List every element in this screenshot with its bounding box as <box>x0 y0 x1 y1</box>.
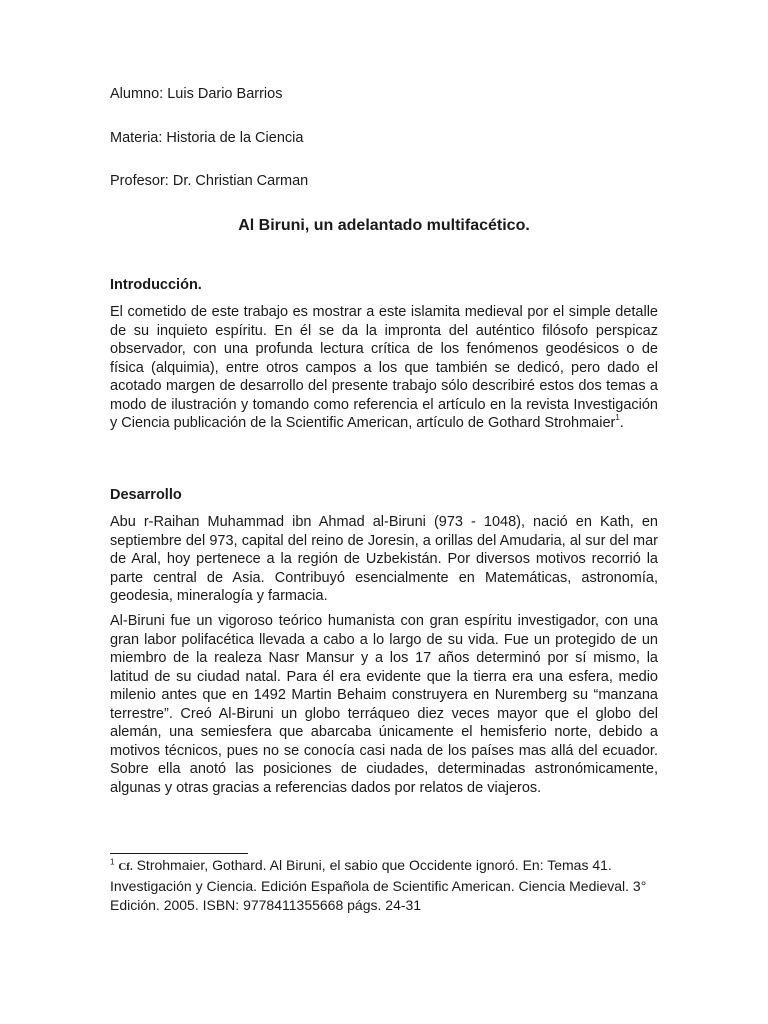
desarrollo-paragraph-2: Al-Biruni fue un vigoroso teórico humanista con gran espíritu investigador, con una gran labor polifacética llevada a cabo a lo largo de su vida. Fue un protegido de un miembro de la realeza Nasr Mansur y a los 17 años determinó por sí mismo, la latitud de su ciudad natal. Para él era evidente que la tierra era una esfera, medio milenio antes que en 1492 Martin Behaim construyera en Nuremberg su “manzana terrestre”. Creó Al-Biruni un globo terráqueo diez veces mayor que el globo del alemán, una semiesfera que abarcaba únicamente el hemisferio norte, debido a motivos técnicos, pues no se conocía casi nada de los países mas allá del ecuador. Sobre ella anotó las posiciones de ciudades, determinadas astronómicamente, algunas y otras gracias a referencias dados por relatos de viajeros. <box>110 613 658 796</box>
section-heading-desarrollo: Desarrollo <box>110 487 182 503</box>
document-page <box>110 0 658 1024</box>
professor-line: Profesor: Dr. Christian Carman <box>110 173 309 189</box>
section-heading-introduccion: Introducción. <box>110 277 202 293</box>
footnote-separator <box>110 853 248 854</box>
intro-text: El cometido de este trabajo es mostrar a este islamita medieval por el simple detalle de su inquieto espíritu. En él se da la impronta del auténtico filósofo perspicaz observador, con una profunda lectura crítica de los fenómenos geodésicos o de física (alquimia), entre otros campos a los que también se dedicó, pero dado el acotado margen de desarrollo del presente trabajo sólo describiré estos dos temas a modo de ilustración y tomando como referencia el artículo en la revista Investigación y Ciencia publicación de la Scientific American, artículo de Gothard Strohmaier <box>110 304 658 431</box>
footnote-number: 1 <box>110 857 115 867</box>
intro-end: . <box>619 415 624 431</box>
subject-line: Materia: Historia de la Ciencia <box>110 130 304 146</box>
footnote <box>110 856 658 915</box>
student-line: Alumno: Luis Dario Barrios <box>110 86 283 102</box>
desarrollo-paragraph-1: Abu r-Raihan Muhammad ibn Ahmad al-Biruni (973 - 1048), nació en Kath, en septiembre del 973, capital del reino de Joresin, a orillas del Amudaria, al sur del mar de Aral, hoy pertenece a la región de Uzbekistán. Por diversos motivos recorrió la parte central de Asia. Contribuyó esencialmente en Matemáticas, astronomía, geodesia, mineralogía y farmacia. <box>110 514 658 604</box>
footnote-cf: Cf. <box>118 861 133 873</box>
intro-paragraph <box>110 303 658 433</box>
footnote-reference[interactable]: 1 <box>615 413 620 423</box>
footnote-text: Strohmaier, Gothard. Al Biruni, el sabio que Occidente ignoró. En: Temas 41. Investigación y Ciencia. Edición Española de Scientific American. Ciencia Medieval. 3° Edición. 2005. ISBN: 9778411355668 págs. 24-31 <box>110 857 647 913</box>
document-title: Al Biruni, un adelantado multifacético. <box>238 217 530 234</box>
